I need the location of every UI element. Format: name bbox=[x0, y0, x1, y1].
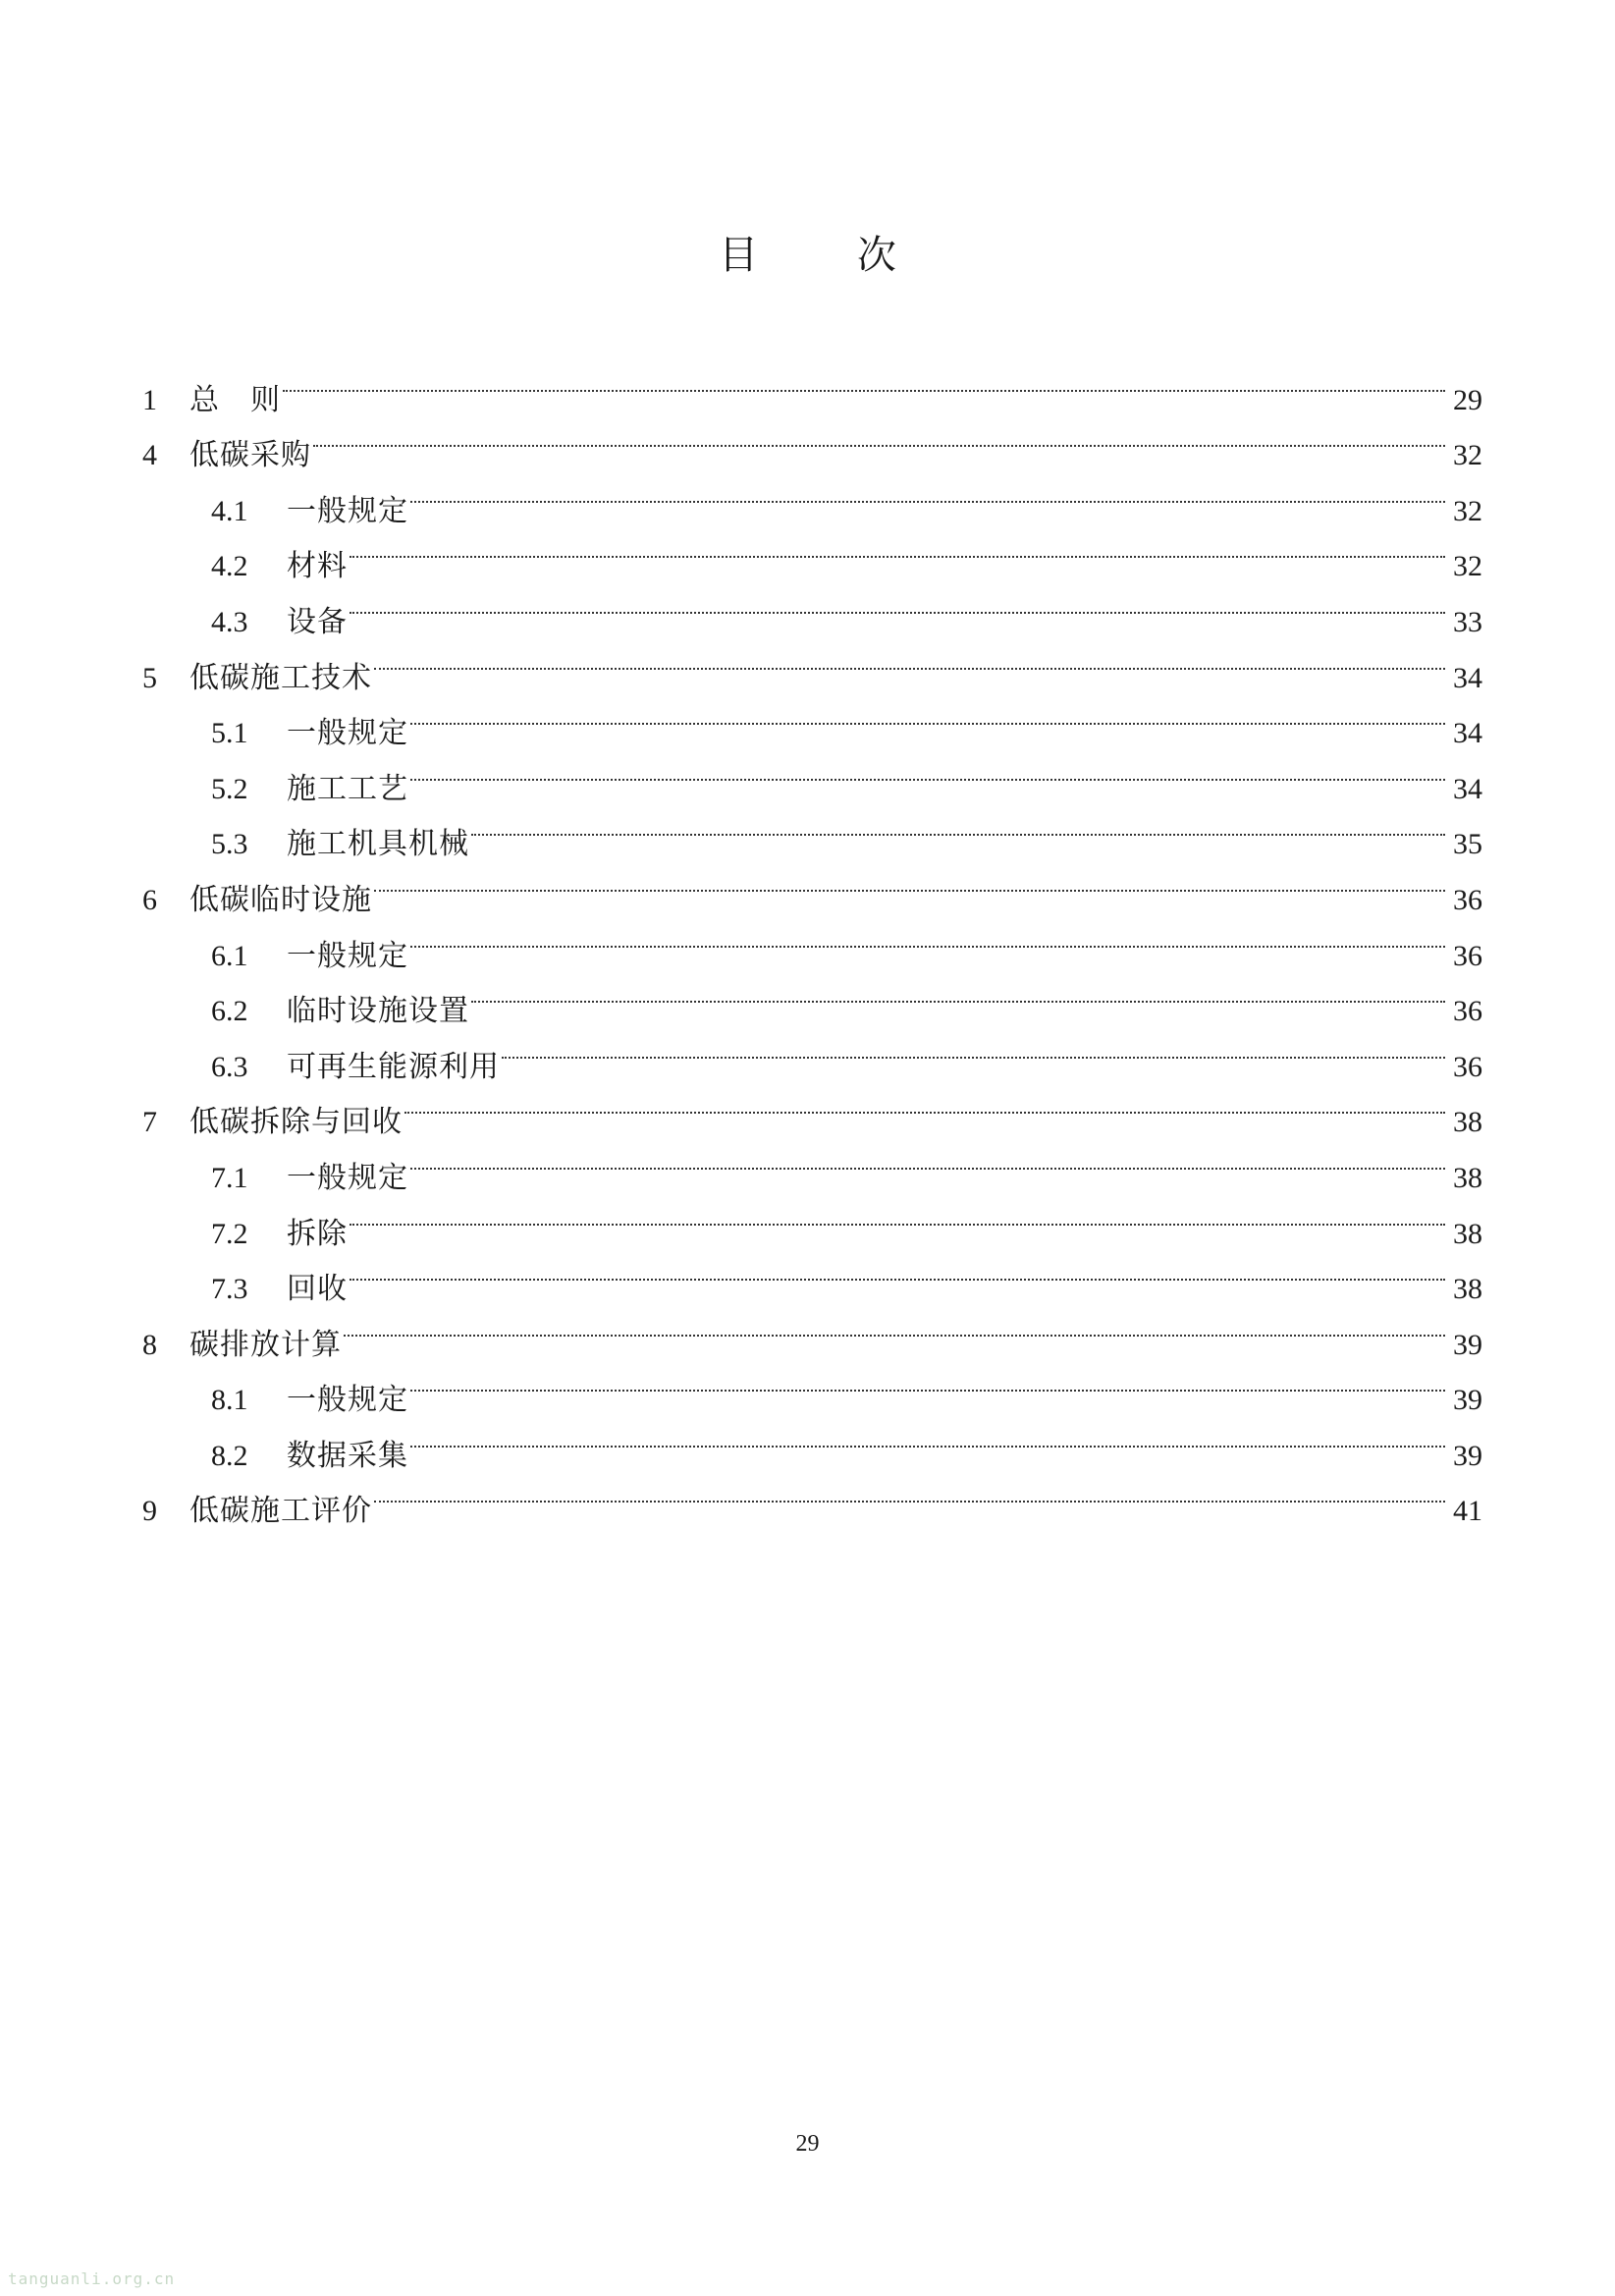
toc-entry-title: 一般规定 bbox=[287, 716, 408, 751]
toc-entry-page-number: 36 bbox=[1453, 939, 1482, 972]
toc-entry-title: 低碳临时设施 bbox=[189, 882, 372, 917]
toc-entry-number: 6.2 bbox=[211, 995, 248, 1028]
toc-entry-page-number: 36 bbox=[1453, 1050, 1482, 1083]
toc-dot-leader bbox=[410, 465, 1445, 520]
toc-dot-leader bbox=[410, 1354, 1445, 1410]
toc-entry-number: 5.3 bbox=[211, 828, 248, 861]
toc-entry-title: 一般规定 bbox=[287, 1383, 408, 1418]
toc-entry-title: 碳排放计算 bbox=[189, 1327, 342, 1362]
toc-entry-page-number: 39 bbox=[1453, 1384, 1482, 1417]
toc-entry-page-number: 34 bbox=[1453, 661, 1482, 694]
toc-dot-leader bbox=[344, 1298, 1445, 1354]
toc-entry-page-number: 32 bbox=[1453, 550, 1482, 583]
toc-entry-title: 一般规定 bbox=[287, 938, 408, 973]
toc-dot-leader bbox=[374, 631, 1445, 687]
toc-entry-page-number: 39 bbox=[1453, 1439, 1482, 1472]
toc-dot-leader bbox=[350, 575, 1445, 631]
toc-entry-number: 4.1 bbox=[211, 494, 248, 527]
watermark: tanguanli.org.cn bbox=[8, 2269, 176, 2288]
toc-entry-page-number: 32 bbox=[1453, 439, 1482, 472]
toc-entry-page-number: 38 bbox=[1453, 1161, 1482, 1194]
toc-entry-title: 材料 bbox=[287, 549, 348, 584]
toc-dot-leader bbox=[313, 410, 1445, 465]
toc-entry-title: 回收 bbox=[287, 1272, 348, 1307]
toc-dot-leader bbox=[471, 965, 1445, 1021]
toc-entry-title: 施工工艺 bbox=[287, 771, 408, 806]
toc-entry-number: 6.3 bbox=[211, 1050, 248, 1083]
toc-entry-number: 4.3 bbox=[211, 605, 248, 638]
toc-entry-title: 低碳施工技术 bbox=[189, 660, 372, 695]
toc-entry-title: 总 则 bbox=[189, 382, 281, 417]
toc-dot-leader bbox=[410, 1409, 1445, 1465]
toc-dot-leader bbox=[404, 1076, 1445, 1132]
toc-entry-page-number: 35 bbox=[1453, 828, 1482, 861]
toc-entry-title: 可再生能源利用 bbox=[287, 1049, 500, 1084]
toc-entry-title: 拆除 bbox=[287, 1216, 348, 1251]
toc-entry-number: 7.1 bbox=[211, 1161, 248, 1194]
toc-entry-page-number: 29 bbox=[1453, 383, 1482, 416]
toc-entry-page-number: 38 bbox=[1453, 1273, 1482, 1306]
toc-dot-leader bbox=[374, 853, 1445, 909]
toc-entry-title: 一般规定 bbox=[287, 493, 408, 528]
toc-entry-title: 低碳采购 bbox=[189, 438, 311, 473]
toc-dot-leader bbox=[410, 909, 1445, 965]
page-number: 29 bbox=[795, 2131, 820, 2157]
toc-dot-leader bbox=[283, 354, 1445, 410]
toc-dot-leader bbox=[410, 1131, 1445, 1187]
toc-entry-title: 低碳施工评价 bbox=[189, 1494, 372, 1529]
toc-entry-title: 数据采集 bbox=[287, 1438, 408, 1473]
toc-dot-leader bbox=[471, 798, 1445, 854]
toc-entry-page-number: 36 bbox=[1453, 995, 1482, 1028]
toc-entry-number: 6 bbox=[142, 883, 157, 916]
toc-entry-number: 5.2 bbox=[211, 772, 248, 805]
toc-chapter-entry[interactable] bbox=[142, 410, 1482, 473]
toc-entry-number: 8.2 bbox=[211, 1439, 248, 1472]
toc-dot-leader bbox=[410, 687, 1445, 743]
toc-chapter-entry[interactable] bbox=[142, 354, 1482, 417]
toc-entry-page-number: 38 bbox=[1453, 1106, 1482, 1139]
toc-entry-page-number: 41 bbox=[1453, 1495, 1482, 1528]
toc-dot-leader bbox=[350, 520, 1445, 576]
toc-entry-number: 4.2 bbox=[211, 550, 248, 583]
toc-dot-leader bbox=[350, 1187, 1445, 1243]
toc-entry-number: 7 bbox=[142, 1106, 157, 1139]
toc-entry-title: 一般规定 bbox=[287, 1160, 408, 1195]
toc-entry-number: 8 bbox=[142, 1328, 157, 1361]
toc-entry-number: 1 bbox=[142, 383, 157, 416]
page-title: 目 次 bbox=[719, 233, 940, 278]
toc-chapter-entry[interactable] bbox=[142, 1298, 1482, 1362]
toc-section-entry[interactable] bbox=[142, 465, 1482, 528]
toc-entry-page-number: 33 bbox=[1453, 605, 1482, 638]
toc-dot-leader bbox=[350, 1243, 1445, 1299]
toc-entry-page-number: 34 bbox=[1453, 717, 1482, 750]
toc-entry-number: 7.3 bbox=[211, 1273, 248, 1306]
toc-entry-page-number: 38 bbox=[1453, 1217, 1482, 1250]
toc-entry-page-number: 32 bbox=[1453, 494, 1482, 527]
toc-entry-title: 低碳拆除与回收 bbox=[189, 1105, 403, 1140]
toc-dot-leader bbox=[410, 742, 1445, 798]
toc-entry-number: 5.1 bbox=[211, 717, 248, 750]
toc-entry-page-number: 36 bbox=[1453, 883, 1482, 916]
toc-entry-title: 施工机具机械 bbox=[287, 827, 469, 862]
toc-entry-number: 9 bbox=[142, 1495, 157, 1528]
toc-section-entry[interactable] bbox=[142, 1354, 1482, 1418]
toc-entry-number: 5 bbox=[142, 661, 157, 694]
toc-dot-leader bbox=[374, 1465, 1445, 1521]
toc-entry-title: 设备 bbox=[287, 604, 348, 639]
toc-entry-number: 7.2 bbox=[211, 1217, 248, 1250]
toc-entry-page-number: 39 bbox=[1453, 1328, 1482, 1361]
toc-entry-page-number: 34 bbox=[1453, 772, 1482, 805]
toc-dot-leader bbox=[502, 1020, 1445, 1076]
table-of-contents bbox=[142, 354, 1482, 1529]
toc-entry-number: 6.1 bbox=[211, 939, 248, 972]
toc-entry-title: 临时设施设置 bbox=[287, 994, 469, 1029]
toc-entry-number: 4 bbox=[142, 439, 157, 472]
toc-entry-number: 8.1 bbox=[211, 1384, 248, 1417]
